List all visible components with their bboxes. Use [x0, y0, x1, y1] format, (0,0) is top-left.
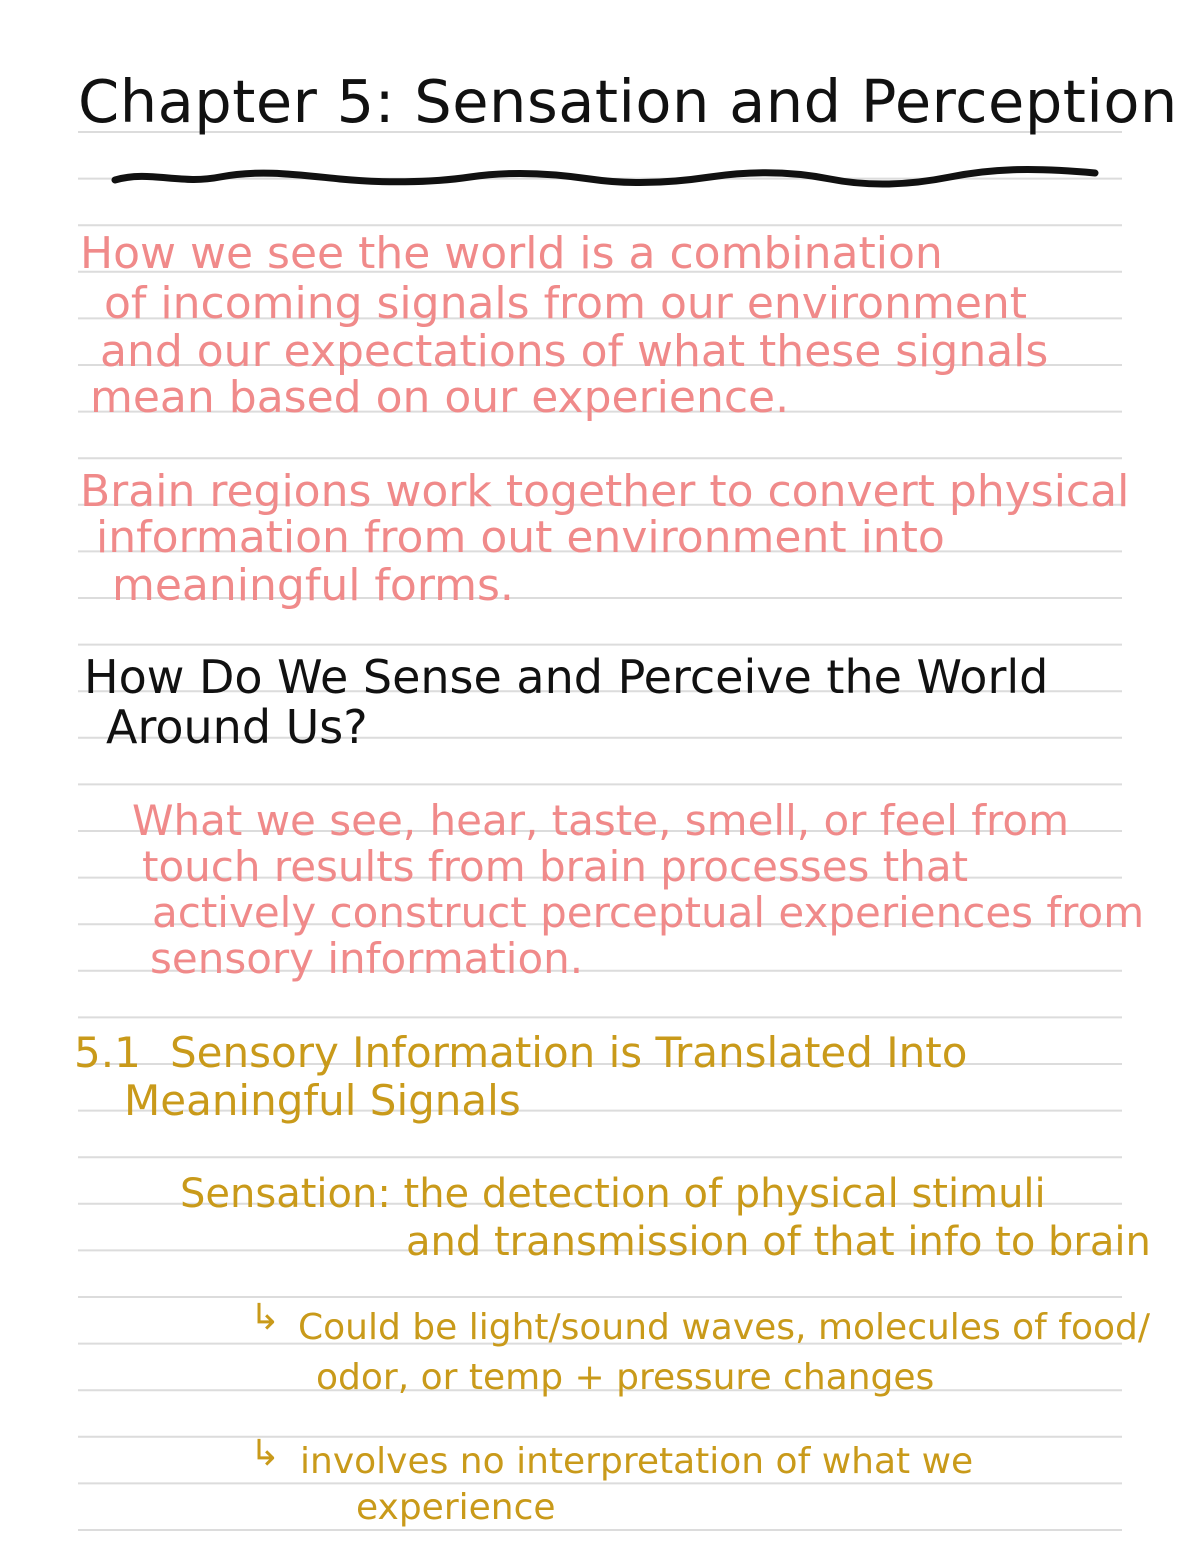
- note-2-line-1: involves no interpretation of what we: [300, 1441, 974, 1482]
- title-underline: [110, 155, 1100, 195]
- section-heading-line-2: Meaningful Signals: [124, 1076, 521, 1125]
- note-1-line-1: Could be light/sound waves, molecules of food/: [298, 1307, 1150, 1348]
- answer-line-1: What we see, hear, taste, smell, or feel from: [132, 796, 1069, 845]
- arrow-icon: ↳: [250, 1433, 281, 1474]
- question-line-1: How Do We Sense and Perceive the World: [84, 650, 1049, 704]
- sensation-definition-line-2: and transmission of that info to brain: [406, 1219, 1151, 1265]
- intro-line-1: How we see the world is a combination: [80, 228, 943, 279]
- answer-line-3: actively construct perceptual experiences from: [152, 888, 1145, 937]
- intro-line-2: of incoming signals from our environment: [104, 278, 1028, 329]
- brain-line-1: Brain regions work together to convert physical: [80, 466, 1130, 517]
- brain-line-2: information from out environment into: [96, 512, 945, 563]
- intro-line-3: and our expectations of what these signals: [100, 326, 1049, 377]
- brain-line-3: meaningful forms.: [112, 560, 514, 611]
- note-1-line-2: odor, or temp + pressure changes: [316, 1357, 935, 1398]
- question-line-2: Around Us?: [106, 700, 368, 754]
- arrow-icon: ↳: [250, 1297, 281, 1338]
- sensation-definition-line-1: Sensation: the detection of physical stimuli: [180, 1171, 1046, 1217]
- answer-line-2: touch results from brain processes that: [142, 842, 969, 891]
- section-number: 5.1: [74, 1028, 141, 1077]
- section-heading-line-1: Sensory Information is Translated Into: [170, 1028, 968, 1077]
- page-title: Chapter 5: Sensation and Perception: [78, 67, 1178, 136]
- note-2-line-2: experience: [356, 1487, 556, 1528]
- answer-line-4: sensory information.: [150, 934, 584, 983]
- intro-line-4: mean based on our experience.: [90, 372, 790, 423]
